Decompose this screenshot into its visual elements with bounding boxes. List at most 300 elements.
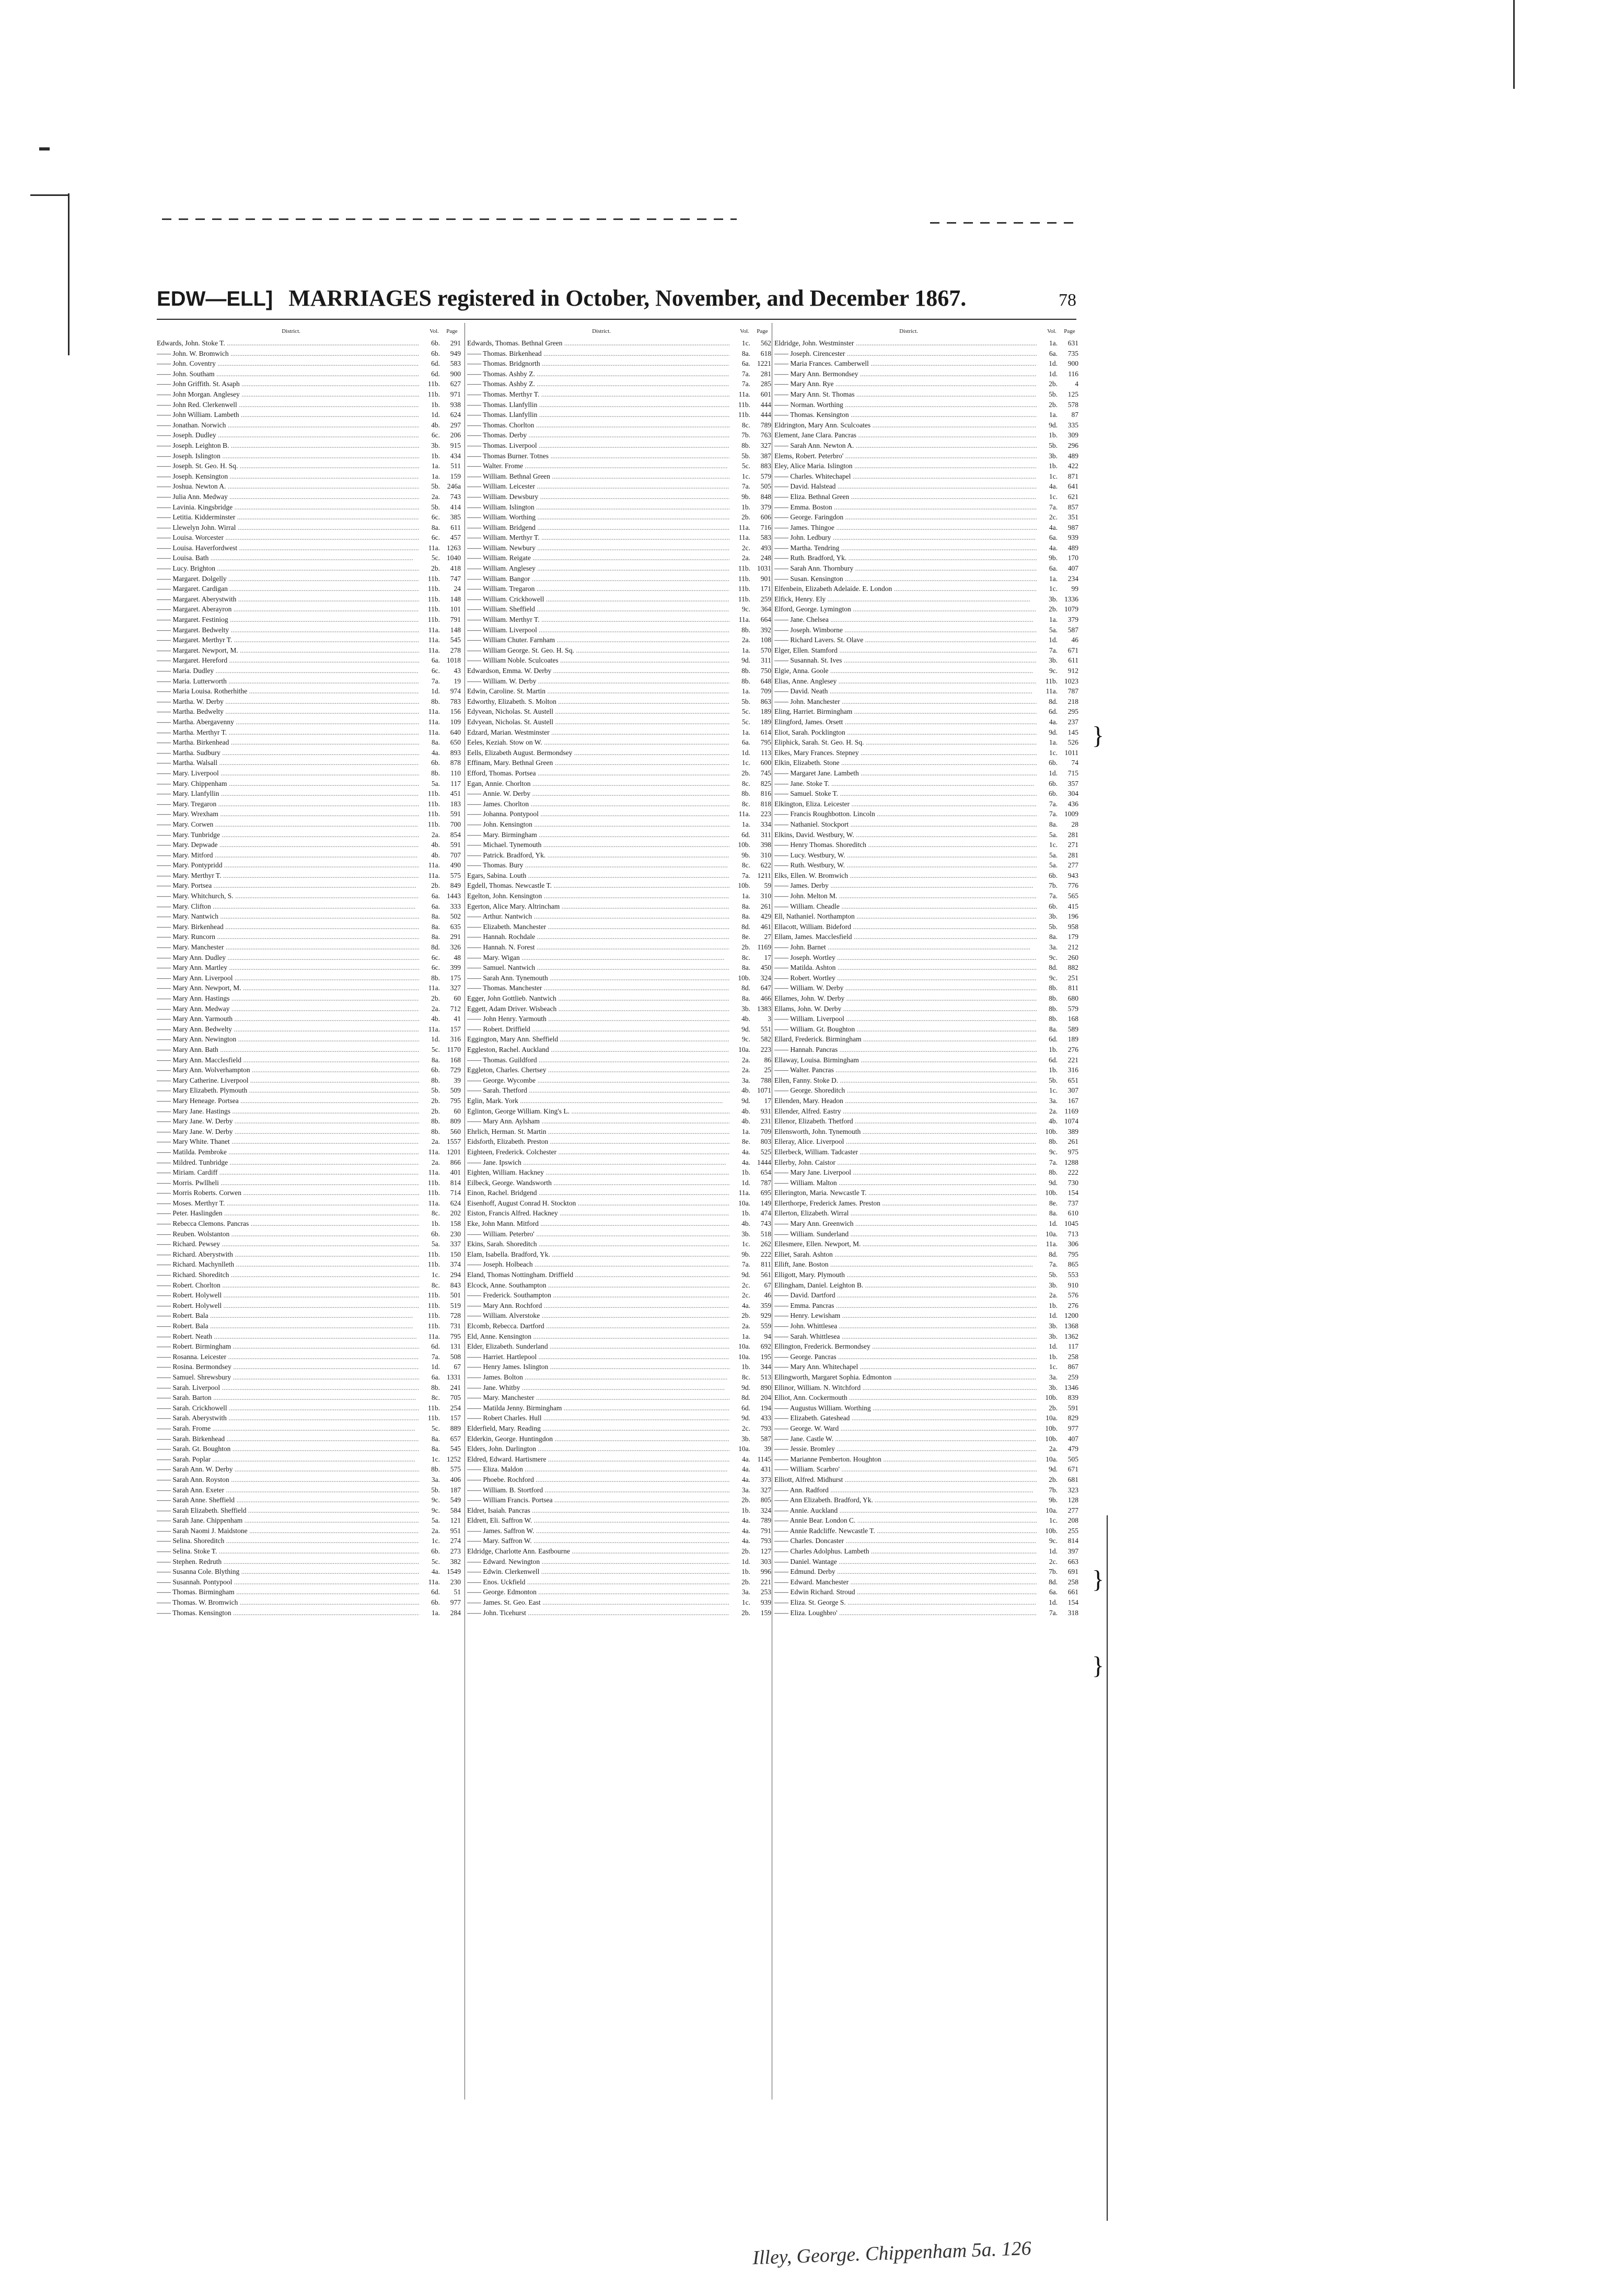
entry-name-district: —— Thomas. Llanfyllin ..... xyxy=(467,410,729,420)
index-entry xyxy=(774,1280,1078,1291)
entry-page: 795 xyxy=(1067,1250,1078,1258)
entry-volume: 5c. xyxy=(741,717,750,726)
entry-volume: 4a. xyxy=(741,1465,750,1474)
entry-page: 501 xyxy=(450,1291,461,1300)
entry-name-district: —— Eliza. Loughbro' ..... xyxy=(774,1608,1037,1618)
column-header xyxy=(157,327,461,338)
entry-page: 159 xyxy=(450,472,461,480)
entry-volume: 10b. xyxy=(1045,1394,1058,1402)
entry-name-district: Edwardson, Emma. W. Derby ..... xyxy=(467,666,729,676)
entry-name-district: Eisenhoff, August Conrad H. Stockton ..... xyxy=(467,1198,729,1209)
index-entry xyxy=(774,400,1078,410)
entry-volume: 10a. xyxy=(1046,1414,1058,1422)
entry-name-district: —— Sarah. Thetford ..... xyxy=(467,1085,729,1096)
index-entry xyxy=(467,584,771,594)
index-entry xyxy=(157,697,461,707)
entry-name-district: —— Robert. Driffield ..... xyxy=(467,1024,729,1035)
entry-volume: 6a. xyxy=(741,360,750,368)
index-entry xyxy=(774,1505,1078,1516)
entry-page: 1346 xyxy=(1064,1383,1078,1391)
entry-page: 900 xyxy=(1067,360,1078,368)
index-entry xyxy=(157,1116,461,1127)
entry-name-district: —— Mary White. Thanet ..... xyxy=(157,1137,419,1147)
entry-page: 805 xyxy=(760,1496,771,1504)
entry-volume: 11a. xyxy=(428,1147,440,1156)
entry-volume: 1a. xyxy=(741,728,750,736)
index-entry xyxy=(467,1403,771,1413)
index-entry xyxy=(774,1352,1078,1362)
index-entry xyxy=(467,666,771,676)
entry-page: 559 xyxy=(760,1322,771,1330)
entry-volume: 8b. xyxy=(741,677,750,685)
entry-page: 327 xyxy=(760,1486,771,1494)
index-entry xyxy=(774,471,1078,482)
entry-name-district: —— Morris. Pwllheli ..... xyxy=(157,1178,419,1188)
index-entry xyxy=(157,666,461,676)
entry-name-district: —— Thomas Burner. Totnes ..... xyxy=(467,451,729,461)
entry-page: 591 xyxy=(450,810,461,818)
entry-volume: 2b. xyxy=(741,769,750,777)
index-entry xyxy=(157,1167,461,1178)
entry-name-district: —— Charles. Whitechapel ..... xyxy=(774,471,1037,482)
entry-name-district: —— Maria. Lutterworth ..... xyxy=(157,676,419,687)
entry-name-district: Eglinton, George William. King's L. ..... xyxy=(467,1106,729,1117)
entry-page: 809 xyxy=(450,1117,461,1126)
entry-page: 691 xyxy=(1067,1568,1078,1576)
entry-volume: 4a. xyxy=(1049,543,1058,552)
entry-page: 429 xyxy=(760,912,771,921)
entry-page: 910 xyxy=(1067,1281,1078,1289)
entry-volume: 1b. xyxy=(1049,1066,1058,1074)
entry-name-district: Ellender, Alfred. Eastry ..... xyxy=(774,1106,1037,1117)
entry-name-district: —— Robert. Wortley ..... xyxy=(774,973,1037,983)
entry-name-district: —— Miriam. Cardiff ..... xyxy=(157,1167,419,1178)
entry-page: 262 xyxy=(760,1240,771,1248)
index-entry xyxy=(774,492,1078,502)
entry-page: 149 xyxy=(760,1199,771,1207)
index-entry xyxy=(157,1341,461,1352)
index-entry xyxy=(467,891,771,901)
entry-page: 1331 xyxy=(447,1373,461,1381)
entry-volume: 4b. xyxy=(431,841,440,849)
index-entry xyxy=(467,625,771,635)
index-column-3 xyxy=(774,327,1078,1618)
index-entry xyxy=(774,523,1078,533)
entry-name-district: —— Harriet. Hartlepool ..... xyxy=(467,1352,729,1362)
entry-page: 695 xyxy=(760,1189,771,1197)
entry-name-district: —— Augustus William. Worthing ..... xyxy=(774,1403,1037,1413)
index-entry xyxy=(774,1014,1078,1024)
entry-volume: 4a. xyxy=(741,1526,750,1535)
entry-page: 511 xyxy=(450,462,461,470)
entry-name-district: Eggleston, Rachel. Auckland ..... xyxy=(467,1045,729,1055)
entry-volume: 7a. xyxy=(1049,892,1058,900)
index-entry xyxy=(467,788,771,799)
index-entry xyxy=(774,1557,1078,1567)
index-entry xyxy=(467,1464,771,1475)
entry-name-district: Ellenden, Mary. Headon ..... xyxy=(774,1096,1037,1106)
index-entry xyxy=(774,1055,1078,1065)
entry-name-district: —— Ruth. Westbury, W. ..... xyxy=(774,860,1037,871)
entry-name-district: —— Mary. Manchester ..... xyxy=(157,942,419,953)
entry-volume: 9b. xyxy=(1049,1496,1058,1504)
entry-page: 489 xyxy=(1067,451,1078,460)
index-entry xyxy=(774,891,1078,901)
entry-page: 277 xyxy=(1067,861,1078,869)
entry-volume: 11a. xyxy=(428,1025,440,1033)
entry-volume: 8b. xyxy=(741,625,750,634)
entry-page: 307 xyxy=(1067,1086,1078,1095)
index-entry xyxy=(157,1393,461,1403)
entry-name-district: —— Mary. Tregaron ..... xyxy=(157,799,419,809)
index-entry xyxy=(157,1557,461,1567)
entry-page: 451 xyxy=(450,790,461,798)
entry-volume: 2c. xyxy=(741,1424,750,1432)
entry-page: 789 xyxy=(760,1516,771,1525)
entry-name-district: —— George. Pancras ..... xyxy=(774,1352,1037,1362)
entry-page: 157 xyxy=(450,1414,461,1422)
entry-volume: 2a. xyxy=(1049,1291,1058,1300)
entry-name-district: Elliot, Ann. Cockermouth ..... xyxy=(774,1393,1037,1403)
index-entry xyxy=(157,758,461,768)
entry-volume: 1a. xyxy=(1049,411,1058,419)
index-entry xyxy=(467,1188,771,1198)
index-entry xyxy=(467,1597,771,1608)
entry-volume: 8b. xyxy=(741,667,750,675)
entry-name-district: —— Susan. Kensington ..... xyxy=(774,574,1037,584)
index-entry xyxy=(467,655,771,666)
entry-volume: 5a. xyxy=(1049,851,1058,859)
index-entry xyxy=(157,768,461,779)
entry-name-district: —— Edwin. Clerkenwell ..... xyxy=(467,1567,729,1577)
entry-volume: 2b. xyxy=(1049,1404,1058,1412)
index-entry xyxy=(467,1219,771,1229)
entry-volume: 1a. xyxy=(741,687,750,695)
entry-page: 1169 xyxy=(1064,1107,1078,1115)
entry-page: 414 xyxy=(450,503,461,511)
entry-page: 327 xyxy=(450,984,461,992)
entry-name-district: —— Henry Thomas. Shoreditch ..... xyxy=(774,840,1037,850)
entry-volume: 11b. xyxy=(427,790,440,798)
entry-volume: 2a. xyxy=(431,830,440,839)
entry-name-district: —— Norman. Worthing ..... xyxy=(774,400,1037,410)
entry-volume: 8c. xyxy=(741,861,750,869)
entry-name-district: —— John. Ticehurst ..... xyxy=(467,1608,729,1618)
index-entry xyxy=(467,1495,771,1505)
entry-name-district: —— John. Ledbury ..... xyxy=(774,532,1037,543)
entry-page: 671 xyxy=(1067,1465,1078,1474)
entry-page: 635 xyxy=(450,922,461,931)
entry-volume: 11a. xyxy=(428,984,440,992)
entry-page: 407 xyxy=(1067,1434,1078,1443)
entry-page: 39 xyxy=(764,1445,771,1453)
index-entry xyxy=(467,1106,771,1117)
entry-name-district: —— Sarah. Aberystwith ..... xyxy=(157,1413,419,1423)
entry-page: 938 xyxy=(450,400,461,409)
entry-page: 311 xyxy=(761,656,771,665)
entry-name-district: —— Richard Lavers. St. Olave ..... xyxy=(774,635,1037,645)
entry-name-district: —— Hannah. N. Forest ..... xyxy=(467,942,729,953)
entry-volume: 3b. xyxy=(1049,912,1058,921)
entry-name-district: —— Lavinia. Kingsbridge ..... xyxy=(157,502,419,513)
entry-page: 584 xyxy=(450,1506,461,1514)
entry-volume: 8b. xyxy=(431,697,440,705)
entry-name-district: Eliphick, Sarah. St. Geo. H. Sq. ..... xyxy=(774,737,1037,748)
entry-name-district: —— Martha. Merthyr T. ..... xyxy=(157,727,419,738)
entry-volume: 11b. xyxy=(427,1404,440,1412)
index-entry xyxy=(157,1434,461,1444)
entry-volume: 1c. xyxy=(741,339,750,347)
entry-volume: 2a. xyxy=(431,1158,440,1166)
entry-page: 949 xyxy=(450,349,461,357)
index-entry xyxy=(157,410,461,420)
index-entry xyxy=(157,880,461,891)
entry-name-district: —— Eliza. St. George S. ..... xyxy=(774,1597,1037,1608)
entry-name-district: —— Margaret. Bedwelty ..... xyxy=(157,625,419,635)
index-entry xyxy=(467,1505,771,1516)
entry-volume: 3b. xyxy=(1049,1281,1058,1289)
entry-page: 606 xyxy=(760,513,771,521)
index-entry xyxy=(157,523,461,533)
entry-volume: 4b. xyxy=(741,1117,750,1126)
entry-name-district: —— Mary Heneage. Portsea ..... xyxy=(157,1096,419,1106)
entry-volume: 11b. xyxy=(427,810,440,818)
entry-volume: 11b. xyxy=(427,1322,440,1330)
index-entry xyxy=(774,911,1078,922)
index-entry xyxy=(467,1485,771,1495)
entry-volume: 6c. xyxy=(431,667,440,675)
entry-volume: 1a. xyxy=(431,472,440,480)
index-entry xyxy=(774,993,1078,1004)
entry-name-district: Eglin, Mark. York ..... xyxy=(467,1096,729,1106)
column-header xyxy=(467,327,771,338)
entry-volume: 2a. xyxy=(431,1526,440,1535)
index-entry xyxy=(157,420,461,431)
entry-page: 295 xyxy=(1067,708,1078,716)
right-margin-line xyxy=(1107,1515,1108,2221)
entry-name-district: Eggington, Mary Ann. Sheffield ..... xyxy=(467,1034,729,1045)
entry-volume: 8d. xyxy=(741,984,750,992)
index-entry xyxy=(157,594,461,605)
entry-volume: 6a. xyxy=(431,892,440,900)
index-entry xyxy=(157,543,461,553)
index-entry xyxy=(774,1403,1078,1413)
index-entry xyxy=(157,440,461,451)
index-entry xyxy=(774,860,1078,871)
entry-volume: 6b. xyxy=(431,1230,440,1238)
index-entry xyxy=(467,1157,771,1168)
index-entry xyxy=(774,706,1078,717)
entry-name-district: —— Robert. Holywell ..... xyxy=(157,1301,419,1311)
entry-name-district: —— Mary Elizabeth. Plymouth ..... xyxy=(157,1085,419,1096)
entry-page: 1079 xyxy=(1064,605,1078,613)
entry-volume: 6a. xyxy=(431,1373,440,1381)
index-entry xyxy=(467,451,771,461)
entry-page: 647 xyxy=(760,984,771,992)
index-entry xyxy=(774,645,1078,656)
entry-name-district: —— Mary. Chippenham ..... xyxy=(157,779,419,789)
entry-volume: 10b. xyxy=(1045,1526,1058,1535)
index-entry xyxy=(157,461,461,471)
entry-name-district: —— Thomas. Derby ..... xyxy=(467,430,729,440)
entry-volume: 6b. xyxy=(431,1598,440,1607)
entry-page: 1045 xyxy=(1064,1220,1078,1228)
entry-page: 709 xyxy=(760,1127,771,1135)
entry-page: 99 xyxy=(1071,585,1078,593)
entry-page: 728 xyxy=(450,1312,461,1320)
entry-volume: 4a. xyxy=(1049,717,1058,726)
index-entry xyxy=(774,676,1078,687)
entry-name-district: —— John. Coventry ..... xyxy=(157,358,419,369)
entry-page: 109 xyxy=(450,717,461,726)
entry-volume: 11b. xyxy=(738,574,750,583)
entry-name-district: —— George. Shoreditch ..... xyxy=(774,1085,1037,1096)
entry-page: 337 xyxy=(450,1240,461,1248)
entry-volume: 4b. xyxy=(431,1015,440,1023)
entry-name-district: Elkes, Mary Frances. Stepney ..... xyxy=(774,748,1037,758)
entry-name-district: —— William. Gt. Boughton ..... xyxy=(774,1024,1037,1035)
entry-name-district: —— Thomas. Kensington ..... xyxy=(157,1608,419,1618)
entry-page: 444 xyxy=(760,411,771,419)
column-header xyxy=(774,327,1078,338)
entry-page: 246a xyxy=(447,482,461,491)
entry-volume: 11a. xyxy=(1046,1240,1058,1248)
index-entry xyxy=(774,1096,1078,1106)
entry-page: 1211 xyxy=(757,871,771,879)
entry-name-district: —— Mary. Manchester ..... xyxy=(467,1393,729,1403)
index-entry xyxy=(467,1034,771,1045)
index-entry xyxy=(157,451,461,461)
index-entry xyxy=(157,1004,461,1014)
entry-page: 48 xyxy=(454,953,461,961)
entry-page: 551 xyxy=(760,1025,771,1033)
entry-name-district: —— William. Liverpool ..... xyxy=(774,1014,1037,1024)
entry-name-district: —— Michael. Tynemouth ..... xyxy=(467,840,729,850)
index-entry xyxy=(467,860,771,871)
entry-volume: 11b. xyxy=(427,820,440,828)
entry-volume: 4a. xyxy=(741,1516,750,1525)
entry-page: 261 xyxy=(1067,1138,1078,1146)
entry-name-district: —— William. Scarbro' ..... xyxy=(774,1464,1037,1475)
entry-page: 707 xyxy=(450,851,461,859)
entry-volume: 5b. xyxy=(1049,1076,1058,1084)
entry-name-district: Eighteen, Frederick. Colchester ..... xyxy=(467,1147,729,1157)
entry-page: 601 xyxy=(760,390,771,398)
index-entry xyxy=(157,1270,461,1280)
entry-page: 791 xyxy=(760,1526,771,1535)
entry-volume: 9d. xyxy=(741,1271,750,1279)
entry-volume: 5b. xyxy=(431,482,440,491)
entry-page: 1362 xyxy=(1064,1332,1078,1340)
index-entry xyxy=(774,379,1078,389)
index-entry xyxy=(774,830,1078,840)
index-entry xyxy=(157,625,461,635)
index-entry xyxy=(467,942,771,953)
entry-volume: 4b. xyxy=(741,1107,750,1115)
entry-volume: 11b. xyxy=(738,585,750,593)
entry-page: 274 xyxy=(450,1537,461,1545)
entry-volume: 1c. xyxy=(1049,585,1058,593)
entry-name-district: —— Thomas. Liverpool ..... xyxy=(467,440,729,451)
entry-page: 431 xyxy=(760,1465,771,1474)
entry-name-district: —— Margaret. Merthyr T. ..... xyxy=(157,635,419,645)
entry-volume: 8a. xyxy=(431,912,440,921)
entry-volume: 6b. xyxy=(431,349,440,357)
entry-volume: 8a. xyxy=(741,994,750,1002)
index-entry xyxy=(467,1178,771,1188)
entry-volume: 11b. xyxy=(738,411,750,419)
index-column-2 xyxy=(467,327,771,1618)
index-entry xyxy=(774,901,1078,912)
index-range: EDW—ELL] xyxy=(157,287,273,310)
entry-volume: 6d. xyxy=(431,1588,440,1596)
entry-volume: 2b. xyxy=(741,943,750,952)
entry-name-district: —— William. Newbury ..... xyxy=(467,543,729,553)
entry-volume: 5b. xyxy=(741,697,750,705)
entry-page: 46 xyxy=(1071,636,1078,644)
entry-page: 912 xyxy=(1067,667,1078,675)
entry-volume: 1a. xyxy=(1049,574,1058,583)
entry-page: 316 xyxy=(1067,1066,1078,1074)
entry-name-district: —— William. Alverstoke ..... xyxy=(467,1311,729,1321)
entry-name-district: —— Joseph. Holbeach ..... xyxy=(467,1259,729,1270)
index-entry xyxy=(467,1608,771,1618)
entry-volume: 5c. xyxy=(431,554,440,562)
entry-page: 121 xyxy=(450,1516,461,1525)
entry-volume: 8a. xyxy=(1049,933,1058,941)
entry-name-district: Eke, John Mann. Mitford ..... xyxy=(467,1219,729,1229)
entry-name-district: Ellacott, William. Bideford ..... xyxy=(774,922,1037,932)
entry-volume: 6b. xyxy=(1049,759,1058,767)
index-entry xyxy=(157,1106,461,1117)
entry-volume: 2a. xyxy=(741,554,750,562)
entry-volume: 11a. xyxy=(428,708,440,716)
entry-volume: 6a. xyxy=(1049,349,1058,357)
entry-page: 101 xyxy=(450,605,461,613)
index-entry xyxy=(774,349,1078,359)
entry-name-district: —— William Noble. Sculcoates ..... xyxy=(467,655,729,666)
entry-name-district: Edwards, John. Stoke T. ..... xyxy=(157,338,419,349)
entry-volume: 1c. xyxy=(1049,841,1058,849)
entry-volume: 1b. xyxy=(1049,431,1058,439)
index-entry xyxy=(157,645,461,656)
entry-volume: 8b. xyxy=(431,1383,440,1391)
entry-page: 258 xyxy=(1067,1352,1078,1361)
index-entry xyxy=(774,748,1078,758)
entry-page: 1009 xyxy=(1064,810,1078,818)
entry-name-district: —— John. Southam ..... xyxy=(157,369,419,379)
entry-page: 51 xyxy=(454,1588,461,1596)
entry-name-district: —— William. Reigate ..... xyxy=(467,553,729,563)
entry-volume: 4a. xyxy=(431,748,440,757)
entry-volume: 10b. xyxy=(738,841,750,849)
index-entry xyxy=(157,1137,461,1147)
entry-name-district: —— William George. St. Geo. H. Sq. ..... xyxy=(467,645,729,656)
entry-page: 291 xyxy=(450,933,461,941)
index-entry xyxy=(774,1341,1078,1352)
entry-page: 1170 xyxy=(447,1045,461,1053)
entry-page: 17 xyxy=(764,953,771,961)
entry-name-district: Eeles, Keziah. Stow on W. ..... xyxy=(467,737,729,748)
index-entry xyxy=(467,614,771,625)
entry-volume: 5c. xyxy=(741,462,750,470)
entry-name-district: Eland, Thomas Nottingham. Driffield ..... xyxy=(467,1270,729,1280)
index-entry xyxy=(774,758,1078,768)
entry-volume: 11b. xyxy=(427,1301,440,1309)
entry-page: 651 xyxy=(1067,1076,1078,1084)
entry-name-district: —— Sarah. Gt. Boughton ..... xyxy=(157,1444,419,1454)
entry-volume: 4a. xyxy=(741,1455,750,1463)
